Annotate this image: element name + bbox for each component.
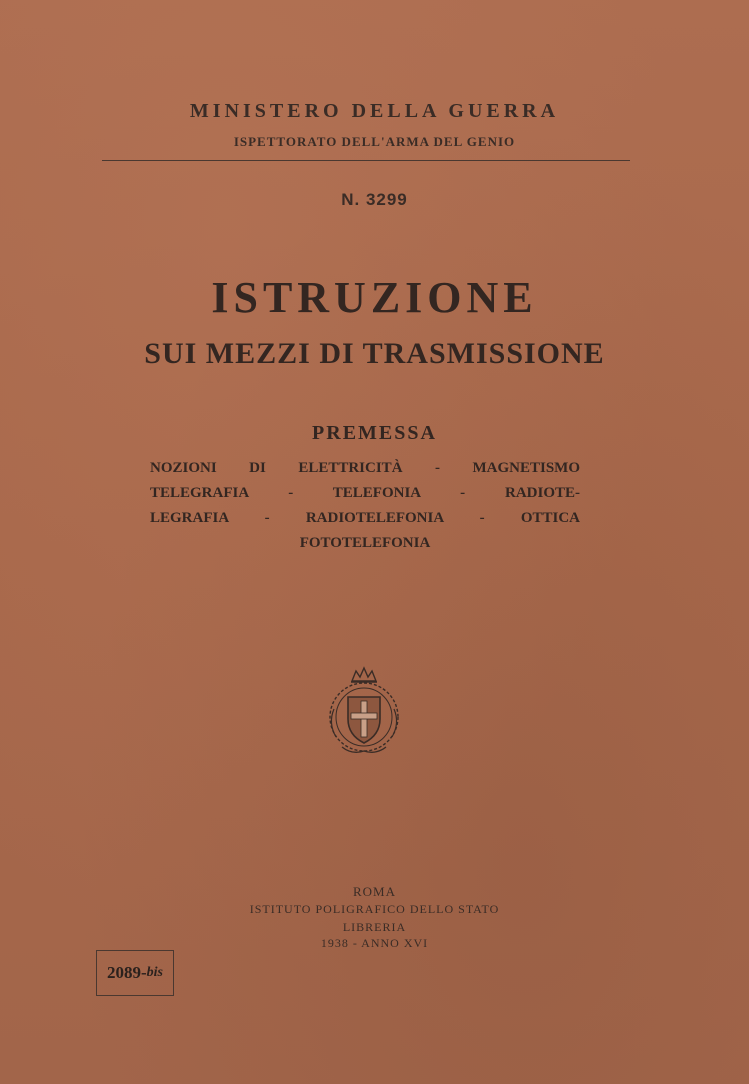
publication-date: 1938 - ANNO XVI: [320, 936, 429, 950]
header-divider: [102, 160, 630, 161]
stamp-number: 2089-: [106, 963, 147, 982]
contents-heading: PREMESSA: [312, 422, 437, 444]
publisher-city: ROMA: [352, 884, 396, 899]
publisher-dept: LIBRERIA: [342, 920, 407, 934]
publisher-name: ISTITUTO POLIGRAFICO DELLO STATO: [249, 902, 500, 916]
coat-of-arms-icon: [322, 663, 406, 759]
topics-line: FOTOTELEFONIA: [299, 535, 431, 551]
inspectorate-heading: ISPETTORATO DELL'ARMA DEL GENIO: [233, 134, 516, 149]
contents-topics: [150, 456, 580, 556]
document-title: ISTRUZIONE: [211, 273, 538, 322]
topics-line: LEGRAFIA - RADIOTELEFONIA - OTTICA: [150, 510, 580, 526]
document-subtitle: SUI MEZZI DI TRASMISSIONE: [144, 337, 605, 370]
catalog-stamp: [96, 950, 174, 996]
topics-line: TELEGRAFIA - TELEFONIA - RADIOTE-: [150, 485, 580, 501]
document-number: N. 3299: [341, 190, 408, 209]
topics-line: NOZIONI DI ELETTRICITÀ - MAGNETISMO: [150, 460, 580, 476]
ministry-heading: MINISTERO DELLA GUERRA: [189, 100, 560, 122]
stamp-suffix: bis: [146, 965, 163, 980]
